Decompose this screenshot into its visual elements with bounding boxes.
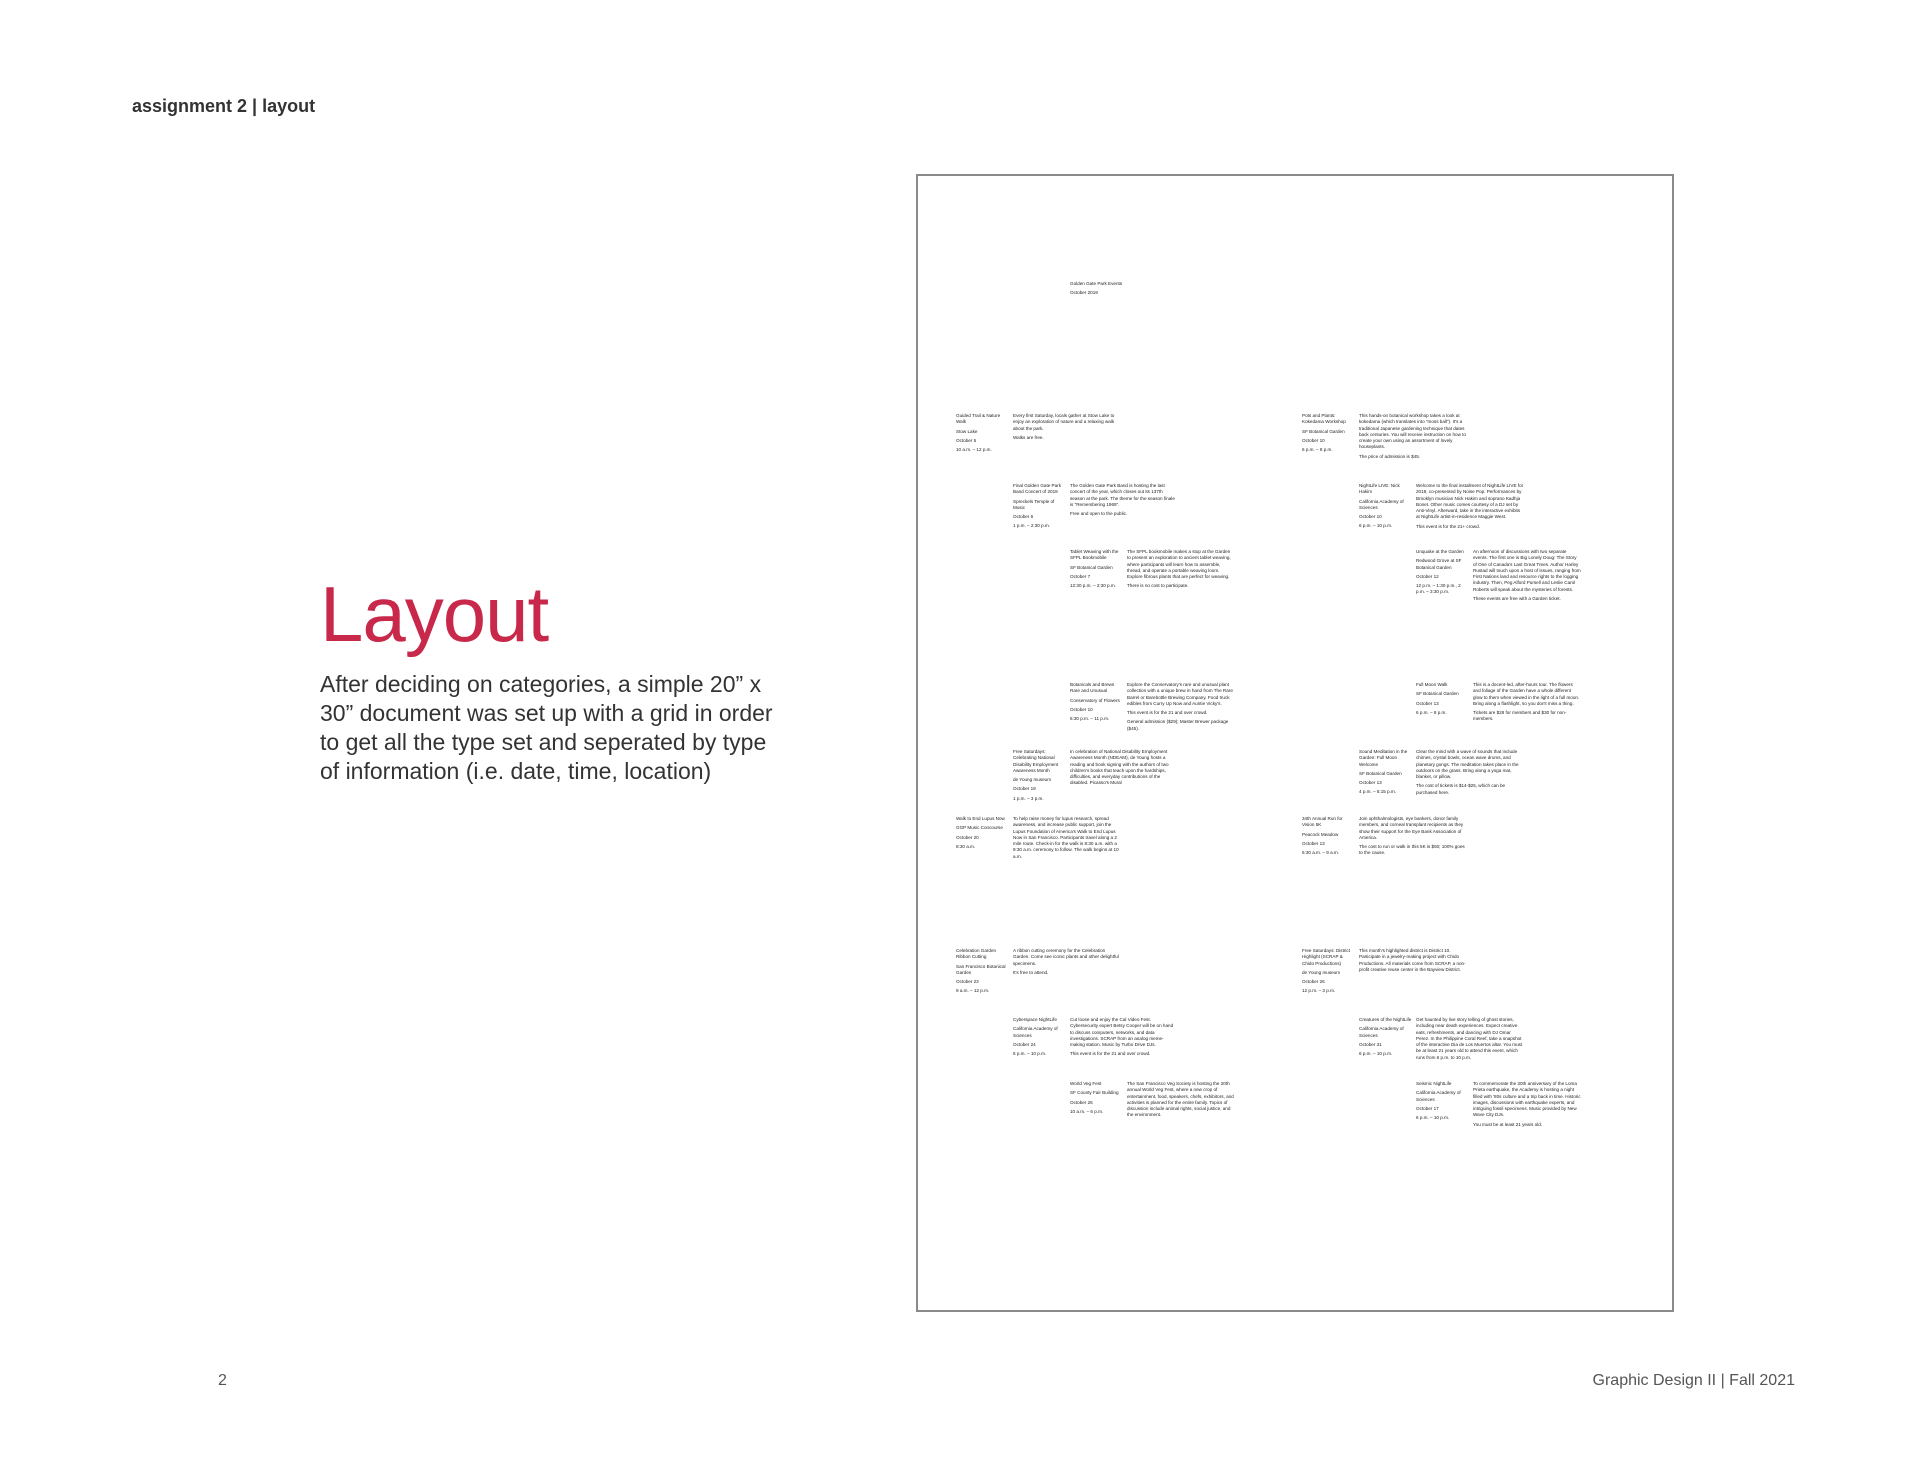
event-description-paragraph: The SFPL bookmobile makes a stop at the Garden to present an exploration to ancient tablet weaving, where participants will learn how to assemble, thread, and operate a portable weaving loom. Explore fibrous plants that are perfect for weaving. [1127,549,1231,580]
event-meta-line: California Academy of Sciences [1416,1090,1461,1102]
event-meta [1013,1017,1067,1060]
event-meta-line: October 5 [956,437,977,443]
event-meta-line: October 12 [1416,573,1439,579]
event-description [1127,549,1235,593]
event-meta [1302,816,1356,859]
event-meta-line: SF Botanical Garden [1302,428,1345,434]
event-meta-line: October 26 [1070,1099,1093,1105]
event-description-paragraph: There is no cost to participate. [1127,583,1189,589]
event-description [1416,1017,1524,1064]
event-meta-line: October 13 [1416,700,1439,706]
event-meta-line: October 20 [956,834,979,840]
event-meta [1359,483,1413,533]
event-meta-line: Conservatory of Flowers [1070,697,1120,703]
event-description-paragraph: It's free to attend. [1013,969,1049,975]
event-meta-line: Cyberspace NightLife [1013,1017,1057,1022]
event-meta-line: 12 p.m. – 1:30 p.m., 2 p.m. – 3:30 p.m. [1416,583,1461,595]
event-description-paragraph: In celebration of National Disability Employment Awareness Month (NDEAM), de Young hosts a reading and book signing with the authors of two children's books that teach upon the hardships, difficulties, and everyday contributions of the disabled. Picasso's Mural [1070,749,1169,786]
event-meta-line: 9 a.m. – 12 p.m. [956,988,990,994]
event-description [1416,483,1524,533]
event-meta-line: Final Golden Gate Park Band Concert of 2019 [1013,483,1062,495]
event-description-paragraph: Every first Saturday, locals gather at Stow Lake to enjoy an exploration of nature and a relaxing walk about the park. [1013,413,1115,431]
event-meta [1416,549,1470,599]
event-description [1359,413,1467,463]
event-description-paragraph: The price of admission is $45. [1359,453,1421,459]
event-description-paragraph: This is a docent-led, after-hours tour. The flowers and foliage of the Garden have a whole different glow to them when viewed in the light of a full moon. Bring along a flashlight, so you don't miss a thing. [1473,682,1580,706]
event-description-paragraph: General admission ($29); Master Brewer package ($45). [1127,719,1229,731]
event-description-paragraph: Welcome to the final installment of NightLife LIVE for 2019, co-presented by Noise Pop. Performances by Brooklyn musician Nick Hakim and soprano Kadhja Bonet. Other music comes courtesy of a DJ set by Anti-Vinyl. Afterward, take in the interactive exhibits at NightLife artist-in-residence Maggie West. [1416,483,1524,520]
event-meta-line: Peacock Meadow [1302,831,1339,837]
event-meta-line: October 26 [1302,979,1325,985]
event-meta-line: Tablet Weaving with the SFPL Bookmobile [1070,549,1119,561]
event-meta-line: 12 p.m. – 3 p.m. [1302,988,1336,994]
event-meta-line: October 17 [1416,1105,1439,1111]
event-meta-line: 6 p.m. – 8 p.m. [1416,709,1447,715]
event-meta-line: 6 p.m. – 10 p.m. [1359,523,1393,529]
event-description [1359,948,1467,976]
slide-heading: Layout [320,570,549,658]
document-title: Golden Gate Park Events [1070,281,1123,286]
event-description [1359,816,1467,860]
slide-description: After deciding on categories, a simple 20” x 30” document was set up with a grid in order to get all the type set and seperated by type of information (i.e. date, time, location) [320,671,773,784]
event-meta-line: October 10 [1302,437,1325,443]
document-title-block [1070,281,1122,300]
event-meta-line: Guided Trail & Nature Walk [956,413,1001,425]
event-meta-line: 1 p.m. – 3 p.m. [1013,795,1044,801]
event-meta-line: October 13 [1302,840,1325,846]
event-meta-line: 10 a.m. – 6 p.m. [1070,1108,1104,1114]
event-description [1070,749,1178,790]
event-meta-line: Pots and Plants: Kokedama Workshop [1302,413,1346,425]
event-meta-line: Walk to End Lupus Now [956,816,1005,821]
event-description-paragraph: Get haunted by live story telling of ghost stories, including near death experiences. Expect creative eats, refreshments, and dancing with DJ Omar Perez. In the Philippine Coral Reef, take a snapshot of the interactive Dia de Los Muertos altar. You must be at least 21 years old to attend this event, which runs from 6 p.m. to 10 p.m. [1416,1017,1523,1060]
event-description-paragraph: You must be at least 21 years old. [1473,1121,1543,1127]
event-description-paragraph: This event is for the 21 and over crowd. [1070,1051,1151,1057]
event-meta-line: October 13 [1359,780,1382,786]
event-meta-line: October 31 [1359,1041,1382,1047]
event-meta-line: 6 p.m. – 10 p.m. [1359,1051,1393,1057]
event-meta-line: NightLife LIVE: Nick Hakim [1359,483,1400,495]
event-description-paragraph: Free and open to the public. [1070,511,1128,517]
event-meta [1359,1017,1413,1060]
event-description [1473,682,1581,726]
event-meta-line: October 24 [1013,1041,1036,1047]
course-footer: Graphic Design II | Fall 2021 [1592,1372,1795,1389]
document-date: October 2019 [1070,290,1098,296]
event-meta-line: Spreckels Temple of Music [1013,498,1055,510]
event-meta [1416,1081,1470,1124]
event-meta-line: SF Botanical Garden [1359,770,1402,776]
event-meta-line: Celebration Garden Ribbon Cutting [956,948,997,960]
event-meta-line: Seismic NightLife [1416,1081,1452,1086]
event-description-paragraph: This hands-on botanical workshop takes a look at kokedama (which translates into "moss ball"). It's a traditional Japanese gardening technique that dates back centuries. You will receive instruction on how to create your own using an assortment of lovely houseplants. [1359,413,1466,450]
event-meta-line: Unquake at the Garden [1416,549,1464,554]
event-description-paragraph: To help raise money for lupus research, spread awareness, and increase public support, join the Lupus Foundation of America's Walk to End Lupus Now in San Francisco. Participants travel along a 2 mile route. Check-in for the walk is 8:30 a.m. with a 9:30 a.m. ceremony to follow. The walk begins at 10 a.m. [1013,816,1119,859]
event-description [1127,1081,1235,1122]
event-description-paragraph: This event is for the 21 and over crowd. [1127,710,1208,716]
event-meta-line: October 7 [1070,573,1091,579]
event-meta [1302,413,1356,456]
event-meta-line: San Francisco Botanical Garden [956,963,1006,975]
event-meta [956,948,1010,998]
event-description-paragraph: A ribbon cutting ceremony for the Celebration Garden. Come see iconic plants and other delightful specimens. [1013,948,1119,966]
event-meta-line: Botanicals and Brews Rare and Unusual [1070,682,1115,694]
event-description [1013,948,1121,979]
event-description-paragraph: Explore the Conservatory's rare and unusual plant collection with a unique brew in hand from The Rare Barrel or Barebottle Brewing Company. Food truck edibles from Curry Up Now and Auntie Vicky's. [1127,682,1233,706]
event-meta-line: Free Saturdays: Celebrating National Disability Employment Awareness Month [1013,749,1059,773]
event-description [1473,549,1581,605]
event-description-paragraph: Cut loose and enjoy the Cal Video Fest. Cybersecurity expert Betsy Cooper will be on hand to discuss computers, networks, and data investigations. SCRAP from an analog meme-making station. Music by Turbo Drive DJs. [1070,1017,1174,1048]
event-meta-line: de Young museum [1302,969,1341,975]
event-meta-line: 10 a.m. – 12 p.m. [956,447,992,453]
event-meta [1416,682,1470,719]
event-meta-line: 1 p.m. – 2:30 p.m. [1013,523,1051,529]
event-meta-line: 6:30 a.m. – 9 a.m. [1302,850,1340,856]
event-description-paragraph: This event is for the 21+ crowd. [1416,523,1480,529]
event-meta-line: October 10 [1070,706,1093,712]
event-meta-line: October 23 [956,979,979,985]
event-description-paragraph: The cost to run or walk in this 5K is $50; 100% goes to the cause. [1359,844,1465,856]
event-meta [1302,948,1356,998]
event-meta-line: California Academy of Sciences [1359,498,1404,510]
event-description-paragraph: The Golden Gate Park Band is hosting the last concert of the year, which closes out its 137th season at the park. The theme for the season finale is "Remembering 1969". [1070,483,1175,507]
event-meta-line: Redwood Grove at SF Botanical Garden [1416,558,1462,570]
event-meta-line: 6 p.m. – 10 p.m. [1013,1051,1047,1057]
event-meta [1013,749,1067,805]
event-meta [956,413,1010,456]
event-description [1473,1081,1581,1131]
event-meta-line: 6 p.m. – 10 p.m. [1416,1115,1450,1121]
event-meta-line: SF Botanical Garden [1416,691,1459,697]
layout-document-preview [916,174,1674,1312]
slide-header: assignment 2 | layout [132,96,316,116]
event-meta-line: Full Moon Walk [1416,682,1448,687]
event-meta-line: Creatures of the NightLife [1359,1017,1412,1022]
event-meta-line: 4 p.m. – 5:15 p.m. [1359,789,1397,795]
event-meta [1013,483,1067,533]
event-meta-line: October 6 [1013,514,1034,520]
event-meta-line: 12:30 p.m. – 2:30 p.m. [1070,583,1116,589]
event-meta-line: Sound Meditation in the Garden: Full Moon Welcome [1359,749,1408,767]
event-description-paragraph: These events are free with a Garden ticket. [1473,596,1561,602]
event-meta [1070,1081,1124,1118]
event-meta-line: 6 p.m. – 8 p.m. [1302,447,1333,453]
page-number: 2 [218,1372,227,1389]
event-description [1416,749,1524,799]
event-meta-line: Stow Lake [956,428,978,434]
event-meta-line: GGP Music Concourse [956,825,1003,831]
event-description-paragraph: The San Francisco Veg Society is hosting the 20th annual World Veg Fest, where a new crop of entertainment, food, speakers, chefs, exhibitors, and activities is planned for the entire family. Topics of discussion include animal rights, social justice, and the environment. [1127,1081,1234,1118]
event-description [1013,413,1121,444]
event-description [1070,483,1178,520]
event-meta-line: SF Botanical Garden [1070,564,1113,570]
event-meta [1070,549,1124,592]
event-meta-line: California Academy of Sciences [1359,1026,1404,1038]
event-meta-line: Free Saturdays: District Highlight (SCRAP & Chido Productions) [1302,948,1350,966]
event-description-paragraph: The cost of tickets is $14-$25, which can be purchased here. [1416,783,1506,795]
event-meta-line: California Academy of Sciences [1013,1026,1058,1038]
event-description [1013,816,1121,863]
event-description-paragraph: An afternoon of discussions with two separate events. The first one is Big Lonely Doug: The Story of One of Canada's Last Great Trees. Author Harley Rustad will touch upon a host of issues, ranging from First Nations land and resource rights to the logging industry. Then, Peg Alford Pursell and Leslie Carol Roberts will speak about the mysteries of forests. [1473,549,1581,592]
event-meta-line: October 10 [1359,514,1382,520]
event-meta-line: 34th Annual Run for Vision 5K [1302,816,1343,828]
event-meta-line: World Veg Fest [1070,1081,1102,1086]
event-meta [1070,682,1124,725]
event-description-paragraph: Tickets are $28 for members and $30 for non-members. [1473,710,1567,722]
event-meta-line: 6:30 p.m. – 11 p.m. [1070,716,1110,722]
event-meta [1359,749,1413,799]
event-description-paragraph: Clear the mind with a wave of sounds that include chimes, crystal bowls, ocean wave drums, and planetary gongs. The meditation takes place in the outdoors on the grass. Bring along a yoga mat, blanket, or pillow. [1416,749,1519,780]
event-description [1070,1017,1178,1061]
event-description-paragraph: Join ophthalmologists, eye bankers, donor family members, and corneal transplant recipients as they show their support for the Eye Bank Association of America. [1359,816,1464,840]
event-meta-line: October 19 [1013,786,1036,792]
event-meta-line: SF County Fair Building [1070,1090,1119,1096]
event-description-paragraph: This month's highlighted district is District 10. Participate in a jewelry-making project with Chido Productions. All materials come from SCRAP, a non-profit creative reuse center in the Bayview District. [1359,948,1466,972]
event-description-paragraph: To commemorate the 30th anniversary of the Loma Prieta earthquake, the Academy is hosting a night filled with '80s culture and a trip back in time. Historic images, discussions with earthquake experts, and intriguing fossil specimens. Music provided by New Wave City DJs. [1473,1081,1581,1118]
event-meta-line: 8:30 a.m. [956,843,976,849]
event-meta-line: de Young museum [1013,777,1052,783]
event-description [1127,682,1235,735]
event-description-paragraph: Walks are free. [1013,434,1044,440]
event-meta [956,816,1010,853]
